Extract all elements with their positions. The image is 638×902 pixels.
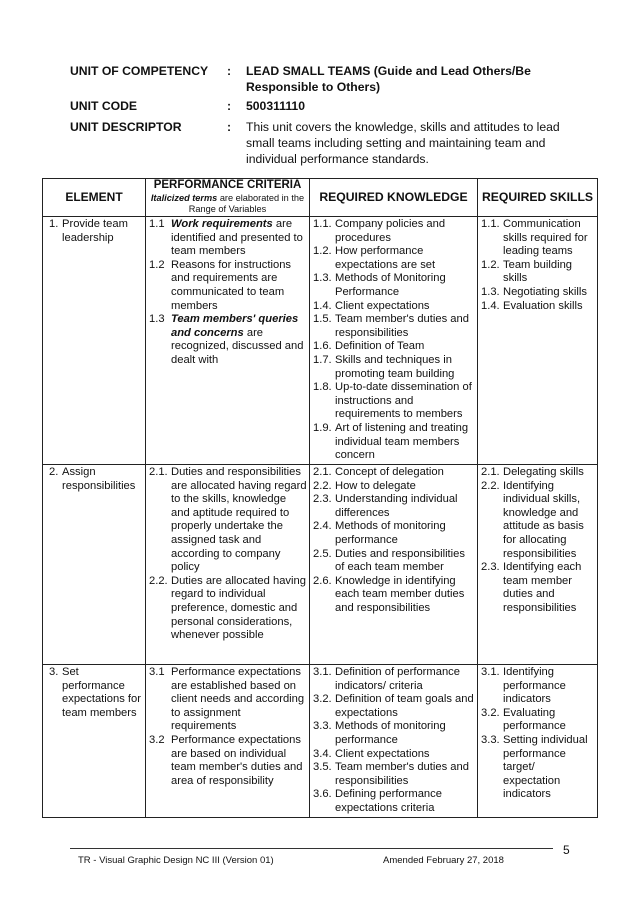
skill-item-text: Setting individual performance target/ expectation indicators [503,733,588,801]
performance-criteria-cell [146,465,310,665]
element-item [43,217,145,245]
knowledge-item-number: 1.8. [313,381,332,394]
knowledge-item [313,493,475,520]
header-pc-note-italic: Italicized terms [150,192,218,203]
criteria-italic-term: Work requirements [171,218,273,230]
skill-item-text: Evaluating performance [503,706,566,733]
knowledge-item-text: Skills and techniques in promoting team building [335,353,455,380]
knowledge-item-text: How performance expectations are set [335,245,436,271]
skill-item-text: Team building skills [503,258,573,285]
knowledge-item [313,548,475,575]
knowledge-item-number: 3.6. [313,788,332,801]
skill-item-number: 2.3. [481,561,500,574]
knowledge-item-number: 1.4. [313,299,332,312]
knowledge-item [313,480,475,494]
knowledge-item-text: Art of listening and treating individual team members concern [335,421,469,462]
knowledge-item [313,720,475,747]
knowledge-item-number: 3.5. [313,761,332,774]
skill-item-text: Communication skills required for leading teams [503,218,588,258]
element-text: Set performance expectations for team members [62,666,141,719]
skill-item-number: 3.3. [481,733,500,746]
skill-item-number: 1.2. [481,258,500,271]
knowledge-item [313,422,475,463]
skill-item [481,707,595,734]
criteria-item [149,313,307,367]
skill-item [481,218,595,259]
skill-item-number: 3.2. [481,706,500,719]
knowledge-item-text: Concept of delegation [335,466,444,478]
criteria-number: 2.1. [149,466,168,478]
competency-table [42,178,598,818]
element-item [43,465,145,493]
element-text: Provide team leadership [62,218,128,244]
colon: : [227,64,232,78]
skill-item-text: Identifying each team member duties and responsibilities [503,561,582,614]
skill-item-number: 3.1. [481,666,500,678]
criteria-item [149,218,307,259]
knowledge-item-text: Client expectations [335,747,430,760]
knowledge-item [313,693,475,720]
knowledge-item-text: Duties and responsibilities of each team member [335,547,465,574]
knowledge-item [313,381,475,422]
competency-label: UNIT OF COMPETENCY [70,64,209,78]
knowledge-item-text: Methods of Monitoring Performance [335,272,446,298]
knowledge-item-text: Company policies and procedures [335,218,446,244]
knowledge-item-text: Client expectations [335,299,430,312]
knowledge-cell [310,465,478,665]
colon: : [227,99,232,113]
knowledge-item-number: 3.1. [313,666,332,678]
element-cell [43,217,146,465]
header-pc-note [146,193,309,216]
skill-item-text: Evaluation skills [503,299,583,312]
header-skills: REQUIRED SKILLS [478,179,598,217]
header-knowledge: REQUIRED KNOWLEDGE [310,179,478,217]
criteria-item [149,259,307,313]
knowledge-item [313,300,475,314]
criteria-item [149,734,307,788]
skill-item [481,666,595,707]
criteria-number: 1.3 [149,313,165,326]
skill-item-text: Negotiating skills [503,285,587,298]
knowledge-item [313,575,475,616]
table-row [43,217,598,465]
criteria-body: Reasons for instructions and requirements are communicated to team members [171,258,292,312]
criteria-italic-term: Team members' queries and concerns [171,313,299,339]
skill-item-number: 2.1. [481,466,500,478]
knowledge-item [313,313,475,340]
knowledge-item [313,788,475,815]
skill-item-number: 1.3. [481,285,500,298]
knowledge-item-text: Team member's duties and responsibilities [335,313,469,339]
element-number: 1. [49,218,59,230]
performance-criteria-cell [146,217,310,465]
criteria-text [171,259,307,313]
skills-cell [478,665,598,818]
criteria-text [171,313,307,367]
knowledge-item-number: 1.1. [313,218,332,230]
element-number: 2. [49,466,59,478]
descriptor-label: UNIT DESCRIPTOR [70,120,182,134]
knowledge-item-number: 3.3. [313,720,332,733]
competency-value: LEAD SMALL TEAMS (Guide and Lead Others/Be Responsible to Others) [246,64,531,94]
knowledge-item-number: 1.7. [313,353,332,366]
criteria-number: 1.2 [149,258,165,271]
knowledge-item [313,218,475,245]
criteria-text [171,218,307,259]
performance-criteria-cell [146,665,310,818]
criteria-text [171,666,307,734]
element-cell [43,665,146,818]
criteria-text [171,466,307,575]
header-performance-criteria [146,179,310,217]
knowledge-item-text: Definition of Team [335,340,425,353]
skill-item [481,286,595,300]
knowledge-item-number: 1.6. [313,340,332,353]
knowledge-item-number: 2.4. [313,520,332,533]
knowledge-item [313,748,475,762]
criteria-item [149,575,307,643]
knowledge-item [313,245,475,272]
knowledge-item [313,354,475,381]
skill-item [481,466,595,480]
knowledge-item-number: 3.4. [313,747,332,760]
criteria-item [149,666,307,734]
knowledge-item-text: Up-to-date dissemination of instructions and requirements to members [335,381,472,421]
knowledge-item [313,466,475,480]
skill-item-number: 1.4. [481,299,500,312]
knowledge-item [313,520,475,547]
criteria-number: 1.1 [149,218,165,230]
element-cell [43,465,146,665]
descriptor-value: This unit covers the knowledge, skills and attitudes to lead small teams including setting and maintaining team and individual performance standards. [246,120,560,166]
knowledge-item [313,272,475,299]
knowledge-item-number: 3.2. [313,693,332,706]
skill-item [481,259,595,286]
criteria-body: are recognized, discussed and dealt with [171,326,304,366]
code-label: UNIT CODE [70,99,138,113]
table-row [43,465,598,665]
element-item [43,665,145,720]
criteria-body: Performance expectations are established based on client needs and according to assignment requirements [171,666,305,733]
element-number: 3. [49,666,59,678]
knowledge-item-number: 1.3. [313,272,332,285]
knowledge-item-text: Definition of performance indicators/ criteria [335,666,460,692]
knowledge-item [313,761,475,788]
page-number: 5 [563,843,570,857]
knowledge-cell [310,217,478,465]
skill-item [481,734,595,802]
skills-cell [478,217,598,465]
knowledge-item [313,666,475,693]
knowledge-item-text: How to delegate [335,479,416,492]
knowledge-item-number: 2.2. [313,479,332,492]
skill-item [481,480,595,562]
criteria-text [171,734,307,788]
criteria-number: 3.1 [149,666,165,678]
knowledge-item-number: 2.5. [313,547,332,560]
knowledge-item-number: 1.5. [313,313,332,326]
knowledge-item-text: Team member's duties and responsibilities [335,761,469,787]
knowledge-item [313,340,475,354]
table-row [43,665,598,818]
criteria-body: Duties and responsibilities are allocated having regard to the skills, knowledge and aptitude required to properly undertake the assigned task and according to company policy [171,466,307,574]
criteria-body: Duties are allocated having regard to individual preference, domestic and personal considerations, whenever possible [171,574,306,642]
criteria-item [149,466,307,575]
knowledge-item-number: 2.3. [313,493,332,506]
footer-rule [70,848,553,849]
header-pc-note-rest: are elaborated in the Range of Variables [188,192,305,215]
colon: : [227,120,232,134]
knowledge-cell [310,665,478,818]
criteria-text [171,575,307,643]
knowledge-item-text: Definition of team goals and expectations [335,693,474,719]
skill-item-number: 1.1. [481,218,500,230]
knowledge-item-text: Defining performance expectations criteria [335,788,442,814]
knowledge-item-text: Methods of monitoring performance [335,720,446,746]
knowledge-item-number: 1.2. [313,245,332,258]
code-value: 500311110 [246,99,305,113]
table-header-row [43,179,598,217]
knowledge-item-text: Methods of monitoring performance [335,520,446,546]
knowledge-item-text: Understanding individual differences [335,493,458,519]
skill-item-text: Identifying individual skills, knowledge and attitude as basis for allocating responsibilities [503,479,584,560]
skill-item [481,300,595,314]
footer-right: Amended February 27, 2018 [383,855,504,866]
skill-item-text: Identifying performance indicators [503,666,566,706]
footer-left: TR - Visual Graphic Design NC III (Version 01) [78,855,274,866]
header-pc-title: PERFORMANCE CRITERIA [153,179,302,192]
element-text: Assign responsibilities [62,466,136,492]
knowledge-item-number: 1.9. [313,421,332,434]
criteria-body: Performance expectations are based on individual team member's duties and area of responsibility [171,733,303,787]
criteria-number: 3.2 [149,733,165,746]
knowledge-item-number: 2.6. [313,574,332,587]
criteria-number: 2.2. [149,574,168,587]
skill-item-text: Delegating skills [503,466,584,478]
knowledge-item-text: Knowledge in identifying each team member duties and responsibilities [335,574,465,614]
criteria-body: are identified and presented to team members [171,218,303,258]
skills-cell [478,465,598,665]
skill-item [481,561,595,615]
knowledge-item-number: 2.1. [313,466,332,478]
skill-item-number: 2.2. [481,479,500,492]
header-element: ELEMENT [43,179,146,217]
